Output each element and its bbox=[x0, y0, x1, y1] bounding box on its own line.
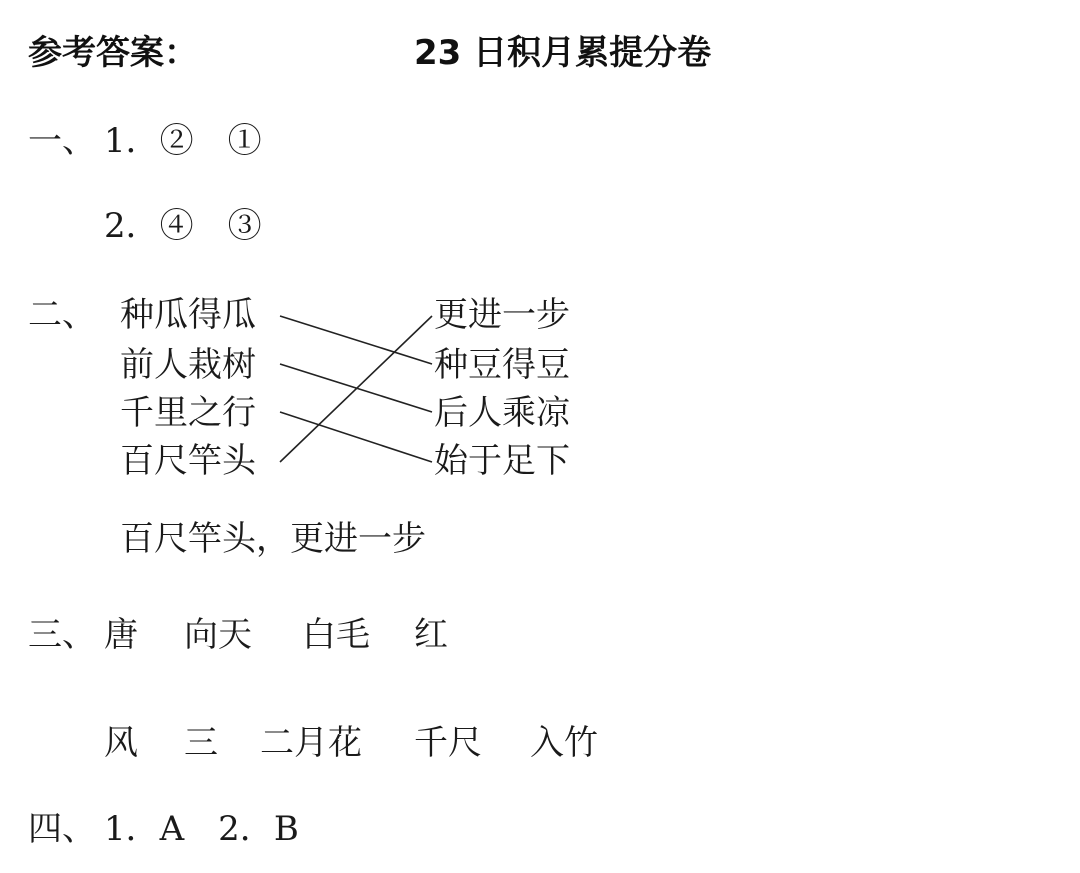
section-2-answer: 百尺竿头，更进一步 bbox=[120, 519, 426, 559]
answer-key-label: 参考答案： bbox=[28, 33, 198, 73]
section-4-label: 四、 bbox=[28, 809, 96, 849]
right-phrase: 种豆得豆 bbox=[434, 345, 570, 385]
match-line bbox=[280, 412, 432, 462]
section-2-label: 二、 bbox=[28, 295, 96, 335]
fill-answer: 唐 bbox=[104, 615, 138, 655]
left-phrase: 千里之行 bbox=[120, 393, 256, 433]
section-3-label: 三、 bbox=[28, 615, 96, 655]
fill-answer: 千尺 bbox=[414, 723, 482, 763]
left-phrase: 种瓜得瓜 bbox=[120, 295, 256, 335]
left-phrase: 百尺竿头 bbox=[120, 441, 256, 481]
section-1-answer-1: 1．② ① bbox=[104, 121, 262, 161]
fill-answer: 白毛 bbox=[302, 615, 370, 655]
right-phrase: 更进一步 bbox=[434, 295, 570, 335]
left-phrase: 前人栽树 bbox=[120, 345, 256, 385]
fill-answer: 三 bbox=[184, 723, 218, 763]
fill-answer: 向天 bbox=[184, 615, 252, 655]
section-1-answer-2: 2．④ ③ bbox=[104, 206, 262, 246]
fill-answer: 入竹 bbox=[530, 723, 598, 763]
section-1-label: 一、 bbox=[28, 121, 96, 161]
right-phrase: 后人乘凉 bbox=[434, 393, 570, 433]
section-4-answers: 1．A 2．B bbox=[104, 809, 299, 849]
fill-answer: 二月花 bbox=[260, 723, 362, 763]
match-line bbox=[280, 316, 432, 364]
fill-answer: 风 bbox=[104, 723, 138, 763]
right-phrase: 始于足下 bbox=[434, 441, 570, 481]
page-title: 23 日积月累提分卷 bbox=[414, 33, 712, 73]
fill-answer: 红 bbox=[414, 615, 448, 655]
match-line bbox=[280, 316, 432, 462]
